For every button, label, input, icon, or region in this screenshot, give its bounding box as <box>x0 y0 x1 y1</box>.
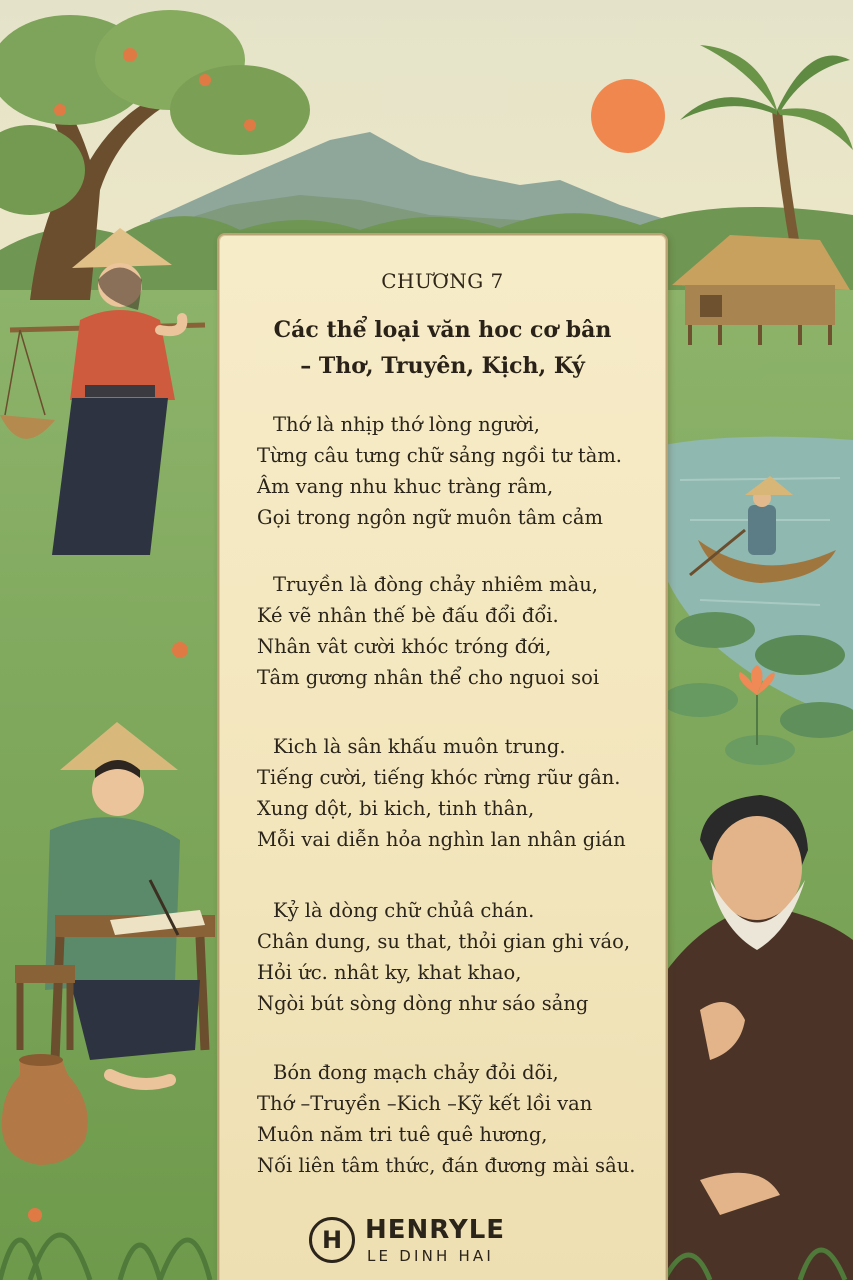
stanza-3 <box>257 731 657 855</box>
verse-line: Nhân vât cười khóc tróng đới, <box>257 635 552 658</box>
verse-line: Tâm gương nhân thể cho nguoi soi <box>257 666 600 689</box>
brand-logo <box>309 1215 589 1275</box>
verse-line: Âm vang nhu khuc tràng râm, <box>257 475 554 498</box>
verse-line: Hỏi ức. nhât ky, khat khao, <box>257 961 522 984</box>
verse-line: Gọi trong ngôn ngữ muôn tâm cảm <box>257 506 603 529</box>
stanza-4 <box>257 895 657 1019</box>
verse-line: Ké vẽ nhân thế bè đấu đổi đổi. <box>257 604 559 627</box>
poem-title-line-1: Các thể loại văn hoc cơ bân <box>273 317 612 343</box>
verse-line: Bón đong mạch chảy đỏi dõi, <box>273 1061 559 1084</box>
verse-line: Tiếng cười, tiếng khóc rừng rũư gân. <box>257 766 621 789</box>
verse-line: Truyền là đòng chảy nhiêm màu, <box>273 573 598 596</box>
verse-line: Thớ là nhịp thớ lòng người, <box>273 413 540 436</box>
verse-line: Từng câu tưng chữ sảng ngồi tư tàm. <box>257 444 623 467</box>
stanza-1 <box>257 409 657 533</box>
poem-title-line-2: – Thơ, Truyên, Kịch, Ký <box>300 353 585 379</box>
verse-line: Kich là sân khấu muôn trung. <box>273 735 566 758</box>
stanza-5 <box>257 1057 657 1181</box>
verse-line: Chân dung, su that, thỏi gian ghi váo, <box>257 930 631 953</box>
verse-line: Mỗi vai diễn hỏa nghìn lan nhân gián <box>257 828 626 851</box>
brand-name: HENRYLE <box>365 1215 506 1245</box>
chapter-heading: CHƯƠNG 7 <box>381 269 504 293</box>
verse-line: Xung dột, bi kich, tinh thân, <box>257 797 535 820</box>
verse-line: Thớ –Truyền –Kich –Kỹ kết lồi van <box>257 1092 593 1115</box>
verse-line: Nối liên tâm thức, đán đương mài sâu. <box>257 1154 636 1177</box>
stanza-2 <box>257 569 657 693</box>
sun <box>591 79 665 153</box>
poem-card <box>217 233 668 1280</box>
verse-line: Muôn năm tri tuê quê hương, <box>257 1123 548 1146</box>
brand-mark-icon: H <box>309 1217 355 1263</box>
verse-line: Kỷ là dòng chữ chủâ chán. <box>273 899 535 922</box>
brand-subname: LE DINH HAI <box>367 1247 495 1265</box>
verse-line: Ngòi bút sòng dòng như sáo sảng <box>257 992 589 1015</box>
